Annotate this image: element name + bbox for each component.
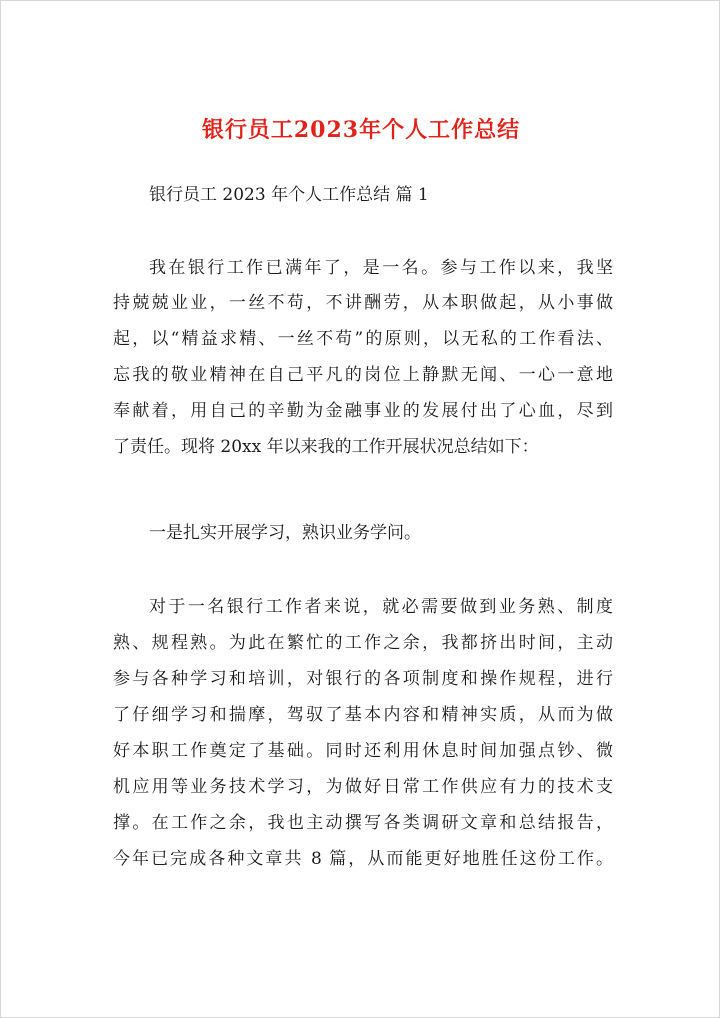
paragraph-line: 好本职工作奠定了基础。同时还利用休息时间加强点钞、微: [113, 741, 613, 761]
paragraph-line: 我在银行工作已满年了，是一名。参与工作以来，我坚: [149, 258, 613, 278]
paragraph-line: 参与各种学习和培训，对银行的各项制度和操作规程，进行: [113, 669, 613, 689]
section-heading: 银行员工 2023 年个人工作总结 篇 1: [149, 185, 429, 205]
document-title: 银行员工2023年个人工作总结: [201, 117, 521, 143]
paragraph-line: 了仔细学习和揣摩，驾驭了基本内容和精神实质，从而为做: [113, 705, 613, 725]
paragraph-line: 熟、规程熟。为此在繁忙的工作之余，我都挤出时间，主动: [113, 633, 613, 653]
paragraph-line: 忘我的敬业精神在自己平凡的岗位上静默无闻、一心一意地: [113, 365, 613, 385]
paragraph-line: 对于一名银行工作者来说，就必需要做到业务熟、制度: [149, 597, 613, 617]
paragraph-line: 撑。在工作之余，我也主动撰写各类调研文章和总结报告，: [113, 813, 613, 833]
paragraph-line: 奉献着，用自己的辛勤为金融事业的发展付出了心血，尽到: [113, 401, 613, 421]
paragraph-line: 机应用等业务技术学习，为做好日常工作供应有力的技术支: [113, 777, 613, 797]
paragraph-line: 起，以“精益求精、一丝不苟”的原则，以无私的工作看法、: [113, 329, 613, 349]
paragraph-line: 了责任。现将 20xx 年以来我的工作开展状况总结如下：: [113, 437, 539, 457]
paragraph-line: 一是扎实开展学习，熟识业务学问。: [149, 523, 421, 543]
paragraph-line: 持兢兢业业，一丝不苟，不讲酬劳，从本职做起，从小事做: [113, 293, 613, 313]
paragraph-line: 今年已完成各种文章共 8 篇，从而能更好地胜任这份工作。: [113, 849, 613, 869]
